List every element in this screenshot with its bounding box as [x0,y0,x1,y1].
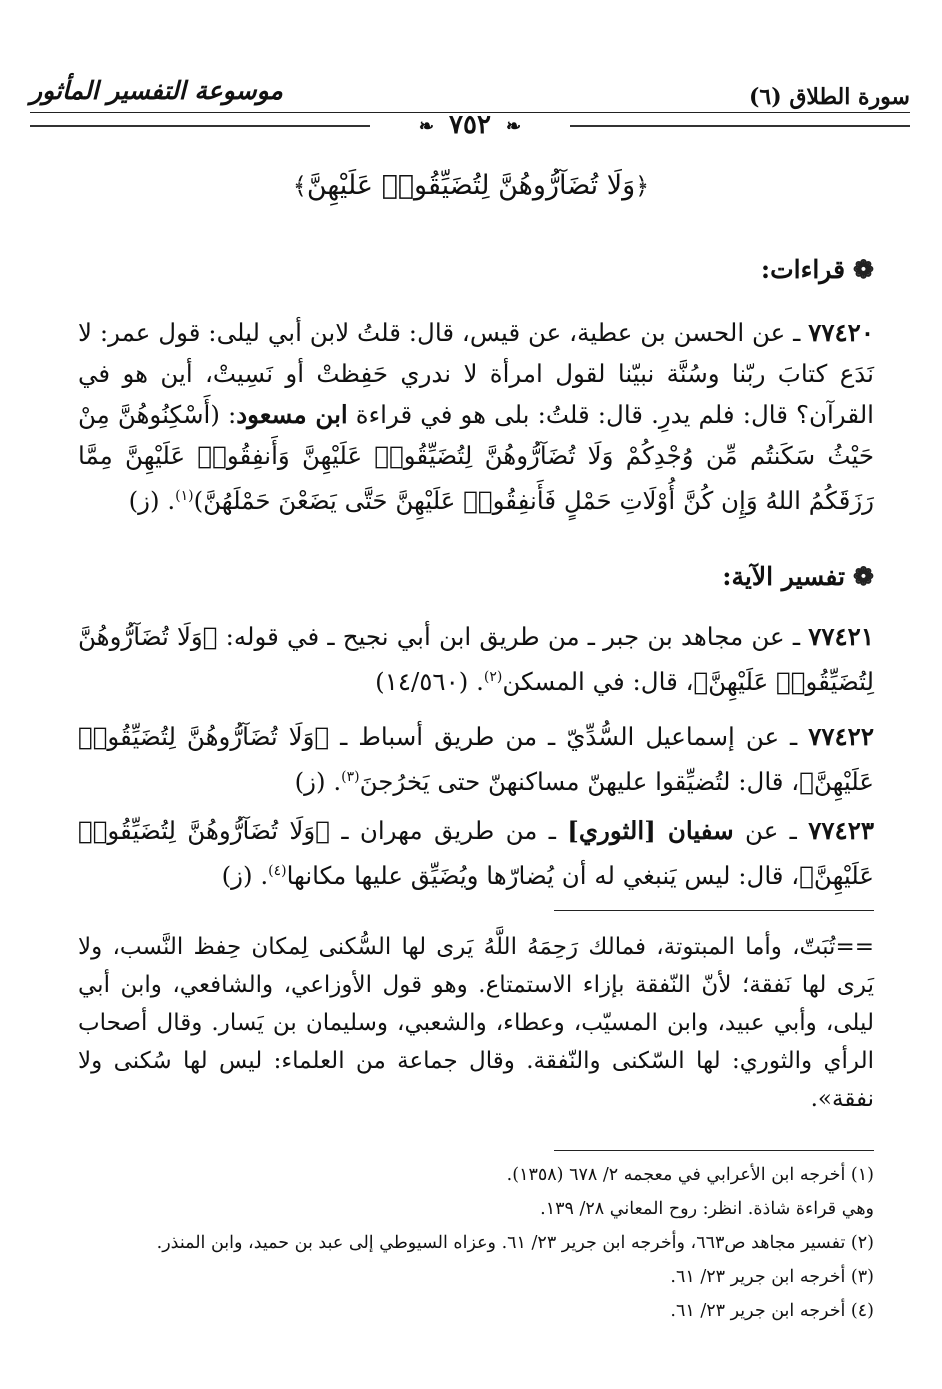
verse-text: وَلَا تُضَآرُّوهُنَّ لِتُضَيِّقُوا۟ عَلَيْهِنَّ [306,170,636,201]
quran-quote: ﴿وَلَا تُضَآرُّوهُنَّ لِتُضَيِّقُوا۟ عَلَيْهِنَّ﴾ [78,722,874,797]
footnote-1: (١) أخرجه ابن الأعرابي في معجمه ٢/ ٦٧٨ (١٣٥٨). [506,1165,874,1185]
footnote-3: (٣) أخرجه ابن جرير ٢٣/ ٦١. [670,1267,874,1287]
entry-77421: ٧٧٤٢١ ـ عن مجاهد بن جبر ـ من طريق ابن أبي نجيح ـ في قوله: ﴿وَلَا تُضَآرُّوهُنَّ لِتُضَيِّقُوا۟ عَلَيْهِنَّ﴾، قال: في المسكن$^{(٢)}$. (١٤/٥٦٠) [78,622,874,697]
entry-77422: ٧٧٤٢٢ ـ عن إسماعيل السُّدِّيّ ـ من طريق أسباط ـ ﴿وَلَا تُضَآرُّوهُنَّ لِتُضَيِّقُوا۟ عَلَيْهِنَّ﴾، قال: لتُضيِّقوا عليهنّ مساكنهنّ حتى يَخرُجنَ$^{(٣)}$. (ز) [78,722,874,797]
footnote-ref: (٤) [268,863,287,879]
footnote-2: (٢) تفسير مجاهد ص٦٦٣، وأخرجه ابن جرير ٢٣/ ٦١. وعزاه السيوطي إلى عبد بن حميد، وابن المنذر. [156,1233,874,1253]
footnotes-separator [554,1150,874,1151]
continued-note: ==تُبَتّ، وأما المبتوتة، فمالك رَحِمَهُ اللَّهُ يَرى لها السُّكنى لِمكان حِفظ النَّسب، ولا يَرى لها نَفقة؛ لأنّ النّفقة بإزاء الاستمتاع. وهو قول الأوزاعي، والشافعي، وابن أبي ليلى، وأبي عبيد، وابن المسيّب، وعطاء، والشعبي، وسليمان بن يَسار. وقال أصحاب الرأي والثوري: لها السّكنى والنّفقة. وقال جماعة من العلماء: ليس لها سُكنى ولا نفقة». [78,934,874,1112]
footnote-1b: وهي قراءة شاذة. انظر: روح المعاني ٢٨/ ١٣٩. [540,1199,874,1219]
page-number: ٧٥٢ [449,110,491,140]
entry-number: ٧٧٤٢٣ [808,816,875,845]
entry-77420: ٧٧٤٢٠ ـ عن الحسن بن عطية، عن قيس، قال: قلتُ لابن أبي ليلى: قول عمر: لا نَدَع كتابَ ربّنا وسُنَّة نبيّنا لقول امرأة لا ندري حَفِظتْ أو نَسِيتْ، أين هو في القرآن؟ قال: فلم يدرِ. قال: قلتُ: بلى هو في قراءة ابن مسعود: (أَسْكِنُوهُنَّ مِنْ حَيْثُ سَكَنتُم مِّن وُجْدِكُمْ وَلَا تُضَآرُّوهُنَّ لِتُضَيِّقُوا۟ عَلَيْهِنَّ وَأَنفِقُوا۟ عَلَيْهِنَّ مِمَّا رَزَقَكُمُ اللهُ وَإِن كُنَّ أُوْلَاتِ حَمْلٍ فَأَنفِقُوا۟ عَلَيْهِنَّ حَتَّى يَضَعْنَ حَمْلَهُنَّ)$^{(١)}$. (ز) [78,318,874,516]
quran-quote: ﴿وَلَا تُضَآرُّوهُنَّ لِتُضَيِّقُوا۟ عَلَيْهِنَّ﴾ [78,816,874,891]
ornament-icon: ❧ [506,115,522,137]
section-heading-tafsir: ❁تفسير الآية: [722,562,874,591]
flower-icon: ❁ [853,255,874,284]
footnote-ref: (٣) [341,769,360,785]
flower-icon: ❁ [853,562,874,591]
book-title: موسوعة التفسير المأثور [30,76,283,105]
page-header [30,70,910,145]
surah-title: سورة الطلاق (٦) [749,84,910,110]
footnote-4: (٤) أخرجه ابن جرير ٢٣/ ٦١. [670,1301,874,1321]
quran-quote: ﴿وَلَا تُضَآرُّوهُنَّ لِتُضَيِّقُوا۟ عَلَيْهِنَّ﴾ [78,622,874,697]
entry-number: ٧٧٤٢٠ [808,318,874,347]
entry-number: ٧٧٤٢١ [808,622,874,651]
entry-77423: ٧٧٤٢٣ ـ عن سفيان [الثوري] ـ من طريق مهران ـ ﴿وَلَا تُضَآرُّوهُنَّ لِتُضَيِّقُوا۟ عَلَيْهِنَّ﴾، قال: ليس يَنبغي له أن يُضارّها ويُضَيِّق عليها مكانها$^{(٤)}$. (ز) [78,816,875,891]
notes-separator [554,910,874,911]
footnote-ref: (٢) [483,669,503,685]
section-heading-qiraat: ❁قراءات: [760,255,874,284]
entry-number: ٧٧٤٢٢ [808,722,874,751]
ornament-icon: ❧ [418,115,434,137]
page-number-block [30,110,910,140]
quran-verse-heading: ﴿وَلَا تُضَآرُّوهُنَّ لِتُضَيِّقُوا۟ عَلَيْهِنَّ﴾ [292,170,650,201]
footnote-ref: (١) [175,488,194,504]
